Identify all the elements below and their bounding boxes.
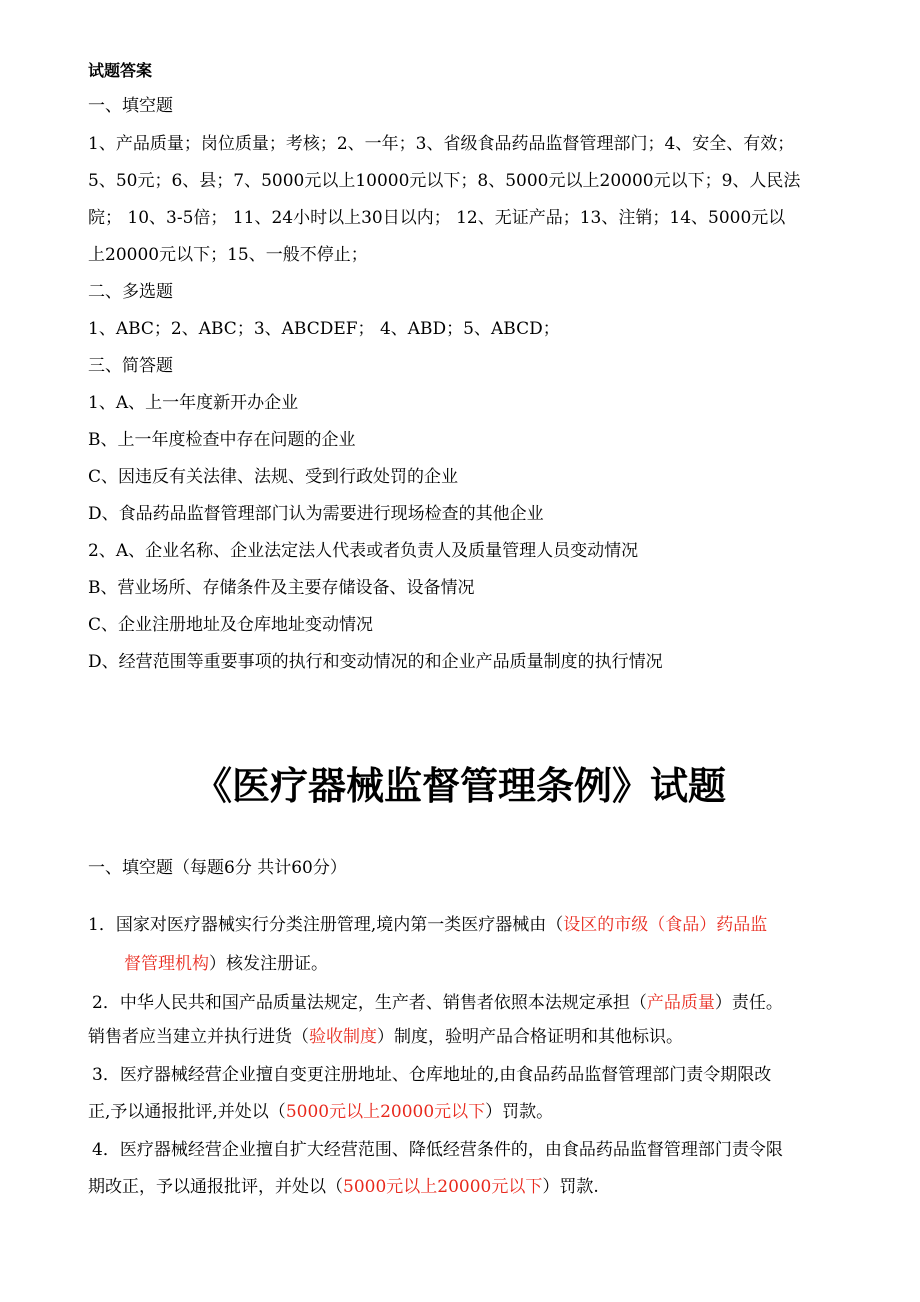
short-answer-line: B、营业场所、存储条件及主要存储设备、设备情况	[88, 578, 475, 598]
fill-answer-line: 5、50元；6、县；7、5000元以上10000元以下；8、5000元以上20000元以下；9、人民法	[88, 171, 801, 191]
question-2-line-2	[88, 1026, 683, 1048]
answers-section-short: 三、简答题	[88, 356, 173, 376]
question-3-line-1: 3．医疗器械经营企业擅自变更注册地址、仓库地址的,由食品药品监督管理部门责令期限改	[92, 1065, 772, 1085]
question-4-line-1: 4．医疗器械经营企业擅自扩大经营范围、降低经营条件的，由食品药品监督管理部门责令限	[92, 1140, 783, 1160]
answer-text: 5000元以上20000元以下	[343, 1177, 543, 1197]
fill-answer-line: 院； 10、3-5倍； 11、24小时以上30日以内； 12、无证产品；13、注销；14、5000元以	[88, 208, 786, 228]
question-text: 期改正，予以通报批评，并处以（	[88, 1177, 343, 1197]
multi-answer-line: 1、ABC；2、ABC；3、ABCDEF； 4、ABD；5、ABCD；	[88, 319, 560, 339]
answers-heading: 试题答案	[88, 61, 153, 80]
short-answer-line: C、因违反有关法律、法规、受到行政处罚的企业	[88, 467, 459, 487]
fill-answer-line: 1、产品质量；岗位质量；考核；2、一年；3、省级食品药品监督管理部门；4、安全、有效；	[88, 134, 795, 154]
answer-text: 设区的市级（食品）药品监	[563, 915, 768, 935]
short-answer-line: D、食品药品监督管理部门认为需要进行现场检查的其他企业	[88, 504, 544, 524]
exam-section-heading: 一、填空题（每题6分 共计60分）	[88, 858, 347, 878]
question-text: ）制度，验明产品合格证明和其他标识。	[377, 1027, 683, 1047]
short-answer-line: B、上一年度检查中存在问题的企业	[88, 430, 356, 450]
short-answer-line: C、企业注册地址及仓库地址变动情况	[88, 615, 374, 635]
question-1-line-1	[88, 914, 767, 936]
question-text: ）罚款.	[542, 1177, 599, 1197]
question-2-line-1	[92, 992, 783, 1014]
short-answer-line: D、经营范围等重要事项的执行和变动情况的和企业产品质量制度的执行情况	[88, 652, 663, 672]
question-text: 2．中华人民共和国产品质量法规定，生产者、销售者依照本法规定承担（	[92, 993, 647, 1013]
question-1-line-2	[124, 953, 328, 975]
answer-text: 产品质量	[646, 993, 715, 1013]
exam-title: 《医疗器械监督管理条例》试题	[193, 764, 726, 808]
question-text: 1．国家对医疗器械实行分类注册管理,境内第一类医疗器械由（	[88, 915, 564, 935]
short-answer-line: 2、A、企业名称、企业法定法人代表或者负责人及质量管理人员变动情况	[88, 541, 639, 561]
fill-answer-line: 上20000元以下；15、一般不停止；	[88, 245, 368, 265]
answer-text: 5000元以上20000元以下	[285, 1102, 486, 1122]
answer-text: 督管理机构	[124, 954, 209, 974]
answer-text: 验收制度	[309, 1027, 377, 1047]
question-text: 正,予以通报批评,并处以（	[88, 1102, 286, 1122]
question-text: ）核发注册证。	[209, 954, 328, 974]
short-answer-line: 1、A、上一年度新开办企业	[88, 393, 299, 413]
question-text: 销售者应当建立并执行进货（	[88, 1027, 309, 1047]
answers-section-fill: 一、填空题	[88, 96, 173, 116]
question-text: ）责任。	[714, 993, 783, 1013]
answers-section-multi: 二、多选题	[88, 282, 173, 302]
question-3-line-2	[88, 1101, 553, 1123]
question-4-line-2	[88, 1176, 599, 1198]
question-text: ）罚款。	[485, 1102, 554, 1122]
